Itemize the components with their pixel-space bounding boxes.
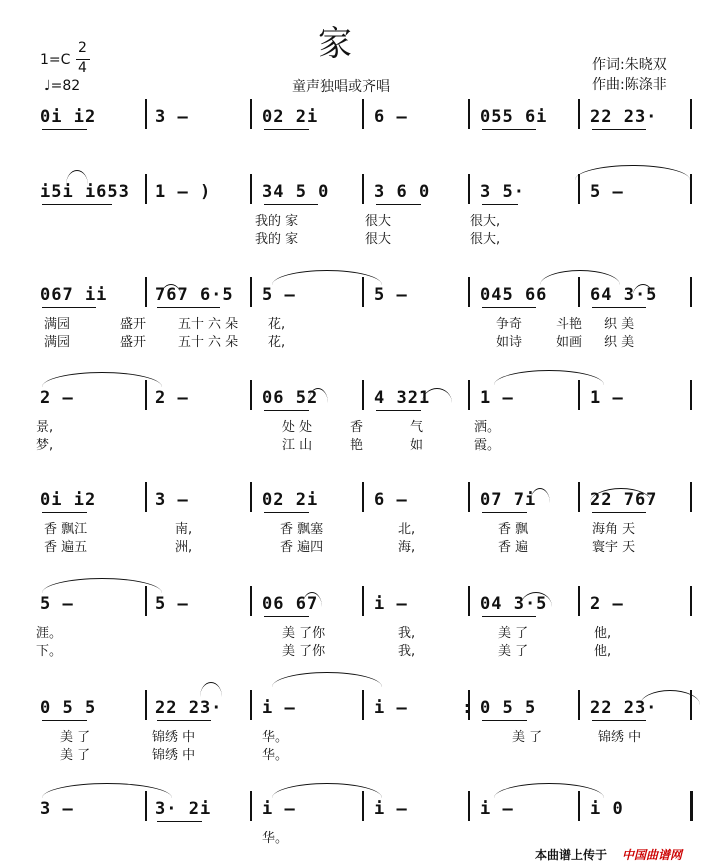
lyric-verse-2: 美 了	[60, 748, 91, 763]
measure-notes: i –	[374, 698, 408, 718]
lyric-verse-1: 斗艳	[556, 317, 583, 332]
measure-notes: 6 –	[374, 490, 408, 510]
bar-line	[362, 482, 364, 512]
key-signature: 1=C	[40, 52, 71, 68]
slur-arc	[272, 270, 382, 285]
lyric-verse-2: 六 朵	[208, 335, 239, 350]
beam-line	[482, 129, 536, 130]
lyric-verse-2: 香 遍	[498, 540, 529, 555]
beam-line	[592, 512, 646, 513]
measure-notes: 06 52	[262, 388, 319, 408]
measure-notes: 055 6i	[480, 107, 548, 127]
lyric-verse-1: 很大	[365, 214, 392, 229]
beam-line	[482, 616, 536, 617]
lyric-verse-2: 我,	[398, 644, 416, 659]
bar-line	[690, 174, 692, 204]
lyric-verse-2: 梦,	[36, 438, 54, 453]
measure-notes: 3 –	[40, 799, 74, 819]
lyric-verse-2: 满园	[44, 335, 71, 350]
measure-notes: 4 321	[374, 388, 431, 408]
bar-line	[145, 277, 147, 307]
slur-arc	[42, 783, 172, 798]
measure-notes: 5 –	[374, 285, 408, 305]
measure-notes: 02 2i	[262, 490, 319, 510]
lyric-verse-2: 如诗	[496, 335, 523, 350]
lyric-verse-2: 如画	[556, 335, 583, 350]
measure-notes: 04 3·5	[480, 594, 548, 614]
measure-notes: 34 5 0	[262, 182, 330, 202]
measure-notes: 22 23·	[590, 698, 658, 718]
bar-line	[690, 380, 692, 410]
measure-notes: 5 –	[590, 182, 624, 202]
lyric-verse-1: 美 了	[498, 626, 529, 641]
measure-notes: i –	[262, 799, 296, 819]
lyric-verse-2: 五十	[178, 335, 205, 350]
lyric-verse-2: 香 遍四	[280, 540, 324, 555]
measure-notes: 5 –	[262, 285, 296, 305]
lyric-verse-2: 很大	[365, 232, 392, 247]
bar-line	[690, 99, 692, 129]
bar-line	[362, 99, 364, 129]
measure-notes: i –	[374, 799, 408, 819]
lyric-verse-2: 锦绣 中	[152, 748, 196, 763]
slur-arc	[272, 783, 382, 798]
beam-line	[264, 410, 309, 411]
lyric-verse-1: 美 了	[512, 730, 543, 745]
performance-note: 童声独唱或齐唱	[292, 79, 390, 95]
song-title: 家	[318, 24, 353, 64]
lyric-verse-2: 很大,	[470, 232, 501, 247]
measure-notes: 3 6 0	[374, 182, 431, 202]
beam-line	[42, 204, 112, 205]
slur-arc	[200, 682, 222, 697]
lyric-verse-2: 盛开	[120, 335, 147, 350]
upload-caption: 本曲谱上传于	[535, 848, 608, 862]
bar-line	[468, 380, 470, 410]
measure-notes: 045 66	[480, 285, 548, 305]
lyric-verse-2: 香 遍五	[44, 540, 88, 555]
beam-line	[264, 129, 309, 130]
bar-line	[690, 791, 693, 821]
bar-line	[690, 277, 692, 307]
lyric-verse-2: 霞。	[474, 438, 501, 453]
beam-line	[157, 720, 211, 721]
bar-line	[250, 277, 252, 307]
beam-line	[42, 307, 96, 308]
lyric-verse-2: 如	[410, 438, 424, 453]
bar-line	[362, 380, 364, 410]
bar-line	[468, 586, 470, 616]
lyric-verse-2: 美 了你	[282, 644, 326, 659]
measure-notes: 64 3·5	[590, 285, 658, 305]
bar-line	[690, 482, 692, 512]
measure-notes: 22 767	[590, 490, 658, 510]
beam-line	[482, 512, 527, 513]
measure-notes: 3· 2i	[155, 799, 212, 819]
lyric-verse-1: 美 了你	[282, 626, 326, 641]
lyric-verse-1: 争奇	[496, 317, 523, 332]
slur-arc	[66, 170, 88, 185]
beam-line	[157, 821, 202, 822]
lyric-verse-1: 花,	[268, 317, 286, 332]
measure-notes: 22 23·	[590, 107, 658, 127]
lyric-verse-1: 景,	[36, 420, 54, 435]
slur-arc	[272, 672, 382, 687]
lyric-verse-1: 华。	[262, 831, 289, 846]
measure-notes: i –	[374, 594, 408, 614]
beam-line	[157, 307, 220, 308]
bar-line	[468, 277, 470, 307]
bar-line	[468, 99, 470, 129]
lyric-verse-1: 很大,	[470, 214, 501, 229]
lyric-verse-2: 海,	[398, 540, 416, 555]
beam-line	[42, 720, 87, 721]
beam-line	[482, 720, 527, 721]
slur-arc	[530, 488, 550, 503]
lyric-verse-2: 华。	[262, 748, 289, 763]
measure-notes: 07 7i	[480, 490, 537, 510]
measure-notes: 0i i2	[40, 107, 97, 127]
slur-arc	[42, 372, 162, 387]
lyric-verse-2: 艳	[350, 438, 364, 453]
bar-line	[362, 586, 364, 616]
bar-line	[250, 99, 252, 129]
measure-notes: i 0	[590, 799, 624, 819]
lyric-verse-1: 海角 天	[592, 522, 636, 537]
bar-line	[578, 482, 580, 512]
lyric-verse-2: 下。	[36, 644, 63, 659]
lyric-verse-2: 我的 家	[255, 232, 299, 247]
lyric-verse-1: 织 美	[604, 317, 635, 332]
composer-credit: 作曲:陈涤非	[592, 77, 667, 93]
slur-arc	[494, 783, 604, 798]
time-signature-denominator: 4	[78, 60, 87, 76]
lyric-verse-1: 香 飘江	[44, 522, 88, 537]
measure-notes: 0 5 5	[480, 698, 537, 718]
time-signature-line	[76, 59, 90, 60]
slur-arc	[575, 165, 690, 180]
bar-line	[250, 174, 252, 204]
lyric-verse-2: 织 美	[604, 335, 635, 350]
beam-line	[264, 616, 309, 617]
measure-notes: 3 5·	[480, 182, 525, 202]
measure-notes: 1 –	[590, 388, 624, 408]
measure-notes: i5i i653	[40, 182, 130, 202]
bar-line	[145, 482, 147, 512]
beam-line	[592, 307, 646, 308]
beam-line	[264, 512, 309, 513]
bar-line	[362, 174, 364, 204]
bar-line	[578, 690, 580, 720]
beam-line	[592, 720, 646, 721]
lyric-verse-1: 五十	[178, 317, 205, 332]
bar-line	[690, 586, 692, 616]
measure-notes: i –	[262, 698, 296, 718]
lyric-verse-1: 他,	[594, 626, 612, 641]
measure-notes: 5 –	[40, 594, 74, 614]
measure-notes: 2 –	[40, 388, 74, 408]
bar-line	[578, 586, 580, 616]
lyric-verse-2: 花,	[268, 335, 286, 350]
lyricist-credit: 作词:朱晓双	[592, 57, 667, 73]
lyric-verse-1: 满园	[44, 317, 71, 332]
measure-notes: 0i i2	[40, 490, 97, 510]
bar-line	[145, 174, 147, 204]
lyric-verse-2: 洲,	[175, 540, 193, 555]
measure-notes: 067 ii	[40, 285, 108, 305]
measure-notes: 3 –	[155, 490, 189, 510]
lyric-verse-1: 六 朵	[208, 317, 239, 332]
time-signature-numerator: 2	[78, 40, 87, 56]
bar-line	[250, 482, 252, 512]
lyric-verse-1: 处 处	[282, 420, 313, 435]
lyric-verse-1: 香	[350, 420, 364, 435]
lyric-verse-1: 南,	[175, 522, 193, 537]
measure-notes: 0 5 5	[40, 698, 97, 718]
measure-notes: 06 67	[262, 594, 319, 614]
tempo-marking: ♩=82	[44, 78, 81, 94]
lyric-verse-1: 锦绣 中	[152, 730, 196, 745]
lyric-verse-2: 寰宇 天	[592, 540, 636, 555]
measure-notes: 2 –	[155, 388, 189, 408]
measure-notes: 767 6·5	[155, 285, 234, 305]
lyric-verse-1: 盛开	[120, 317, 147, 332]
lyric-verse-1: 气	[410, 420, 424, 435]
measure-notes: 5 –	[155, 594, 189, 614]
measure-notes: 02 2i	[262, 107, 319, 127]
lyric-verse-1: 北,	[398, 522, 416, 537]
site-logo-text: 中国曲谱网	[622, 848, 683, 862]
bar-line	[250, 586, 252, 616]
lyric-verse-1: 锦绣 中	[598, 730, 642, 745]
measure-notes: 1 –	[480, 388, 514, 408]
lyric-verse-2: 江 山	[282, 438, 313, 453]
measure-notes: i –	[480, 799, 514, 819]
bar-line	[250, 791, 252, 821]
measure-notes: 2 –	[590, 594, 624, 614]
measure-notes: 6 –	[374, 107, 408, 127]
measure-notes: 22 23·	[155, 698, 223, 718]
lyric-verse-1: 华。	[262, 730, 289, 745]
slur-arc	[302, 592, 322, 607]
slur-arc	[42, 578, 162, 593]
measure-notes: 3 –	[155, 107, 189, 127]
beam-line	[376, 204, 421, 205]
slur-arc	[494, 370, 604, 385]
lyric-verse-1: 香 飘	[498, 522, 529, 537]
lyric-verse-2: 他,	[594, 644, 612, 659]
lyric-verse-1: 我,	[398, 626, 416, 641]
bar-line	[468, 482, 470, 512]
repeat-sign: :	[462, 698, 474, 718]
bar-line	[468, 174, 470, 204]
beam-line	[42, 512, 87, 513]
lyric-verse-1: 香 飘塞	[280, 522, 324, 537]
slur-arc	[540, 270, 620, 285]
lyric-verse-1: 美 了	[60, 730, 91, 745]
beam-line	[592, 129, 646, 130]
bar-line	[578, 99, 580, 129]
lyric-verse-1: 涯。	[36, 626, 63, 641]
measure-notes: 1 – )	[155, 182, 212, 202]
bar-line	[145, 690, 147, 720]
beam-line	[482, 307, 536, 308]
bar-line	[468, 791, 470, 821]
slur-arc	[308, 388, 328, 403]
lyric-verse-2: 美 了	[498, 644, 529, 659]
beam-line	[376, 410, 421, 411]
bar-line	[250, 380, 252, 410]
lyric-verse-1: 洒。	[474, 420, 501, 435]
bar-line	[362, 690, 364, 720]
bar-line	[145, 99, 147, 129]
beam-line	[264, 204, 318, 205]
bar-line	[250, 690, 252, 720]
lyric-verse-1: 我的 家	[255, 214, 299, 229]
beam-line	[42, 129, 87, 130]
beam-line	[482, 204, 518, 205]
